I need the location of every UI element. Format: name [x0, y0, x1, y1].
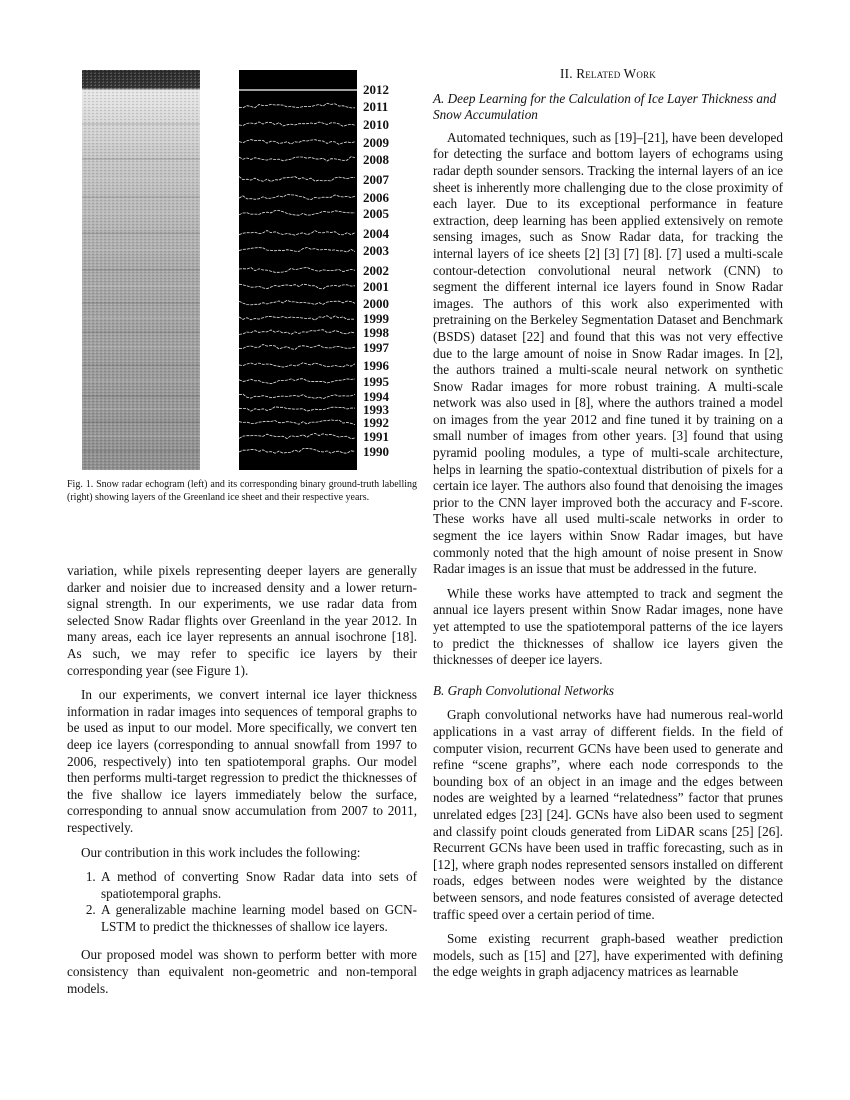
year-label: 1993 — [363, 402, 389, 417]
ground-truth-image — [239, 70, 357, 470]
year-label: 1990 — [363, 444, 389, 459]
caption-text: Snow radar echogram (left) and its corresponding binary ground-truth labelling (right) showing layers of the Greenland ice sheet and their respective years. — [67, 479, 417, 503]
echogram-image — [82, 70, 200, 470]
year-label: 2010 — [363, 117, 389, 132]
year-label: 1991 — [363, 429, 389, 444]
year-label: 1996 — [363, 358, 389, 373]
contribution-list — [67, 869, 417, 935]
subsection-heading-b: B. Graph Convolutional Networks — [433, 682, 614, 698]
section-heading — [433, 66, 783, 83]
year-label: 2002 — [363, 263, 389, 278]
subsection-heading-a: A. Deep Learning for the Calculation of Ice Layer Thickness and Snow Accumulation — [433, 90, 777, 123]
figure-caption — [67, 479, 417, 504]
year-label: 1997 — [363, 340, 389, 355]
paragraph: Our contribution in this work includes the following: — [81, 844, 361, 860]
section-title: Related Work — [576, 66, 656, 81]
paragraph: variation, while pixels representing deeper layers are generally darker and noisier due to increased density and a lower return-signal strength. In our experiments, we use radar data from selected Snow Radar flights over Greenland in the year 2012. In many areas, each ice layer represents an annual isochrone [18]. As such, we may refer to specific ice layers by their corresponding year (see Figure 1). — [67, 563, 417, 678]
year-labels — [363, 70, 413, 470]
year-label: 2000 — [363, 296, 389, 311]
year-label: 2004 — [363, 226, 389, 241]
list-item: 2. A generalizable machine learning model based on GCN-LSTM to predict the thicknesses of shallow ice layers. — [99, 902, 417, 935]
list-item: 1. A method of converting Snow Radar data into sets of spatiotemporal graphs. — [99, 869, 417, 902]
year-label: 2003 — [363, 243, 389, 258]
year-label: 1995 — [363, 374, 389, 389]
year-label: 1998 — [363, 325, 389, 340]
year-label: 1994 — [363, 389, 389, 404]
paragraph: In our experiments, we convert internal ice layer thickness information in radar images into sequences of temporal graphs to be used as input to our model. More specifically, we convert ten deep ice layers (corresponding to annual snowfall from 1997 to 2006, respectively) into ten spatiotemporal graphs. Our model then performs multi-target regression to predict the thicknesses of the five shallow ice layers immediately below the surface, corresponding to annual snow accumulation from 2007 to 2011, respectively. — [67, 687, 417, 835]
year-label: 2011 — [363, 99, 389, 114]
paragraph: Automated techniques, such as [19]–[21], have been developed for detecting the surface and bottom layers of echograms using radar depth sounder sensors. Tracking the internal layers of an ice sheet is inherently more challenging due to the close proximity of each layer. Due to its exceptional performance in feature extraction, deep learning has been applied extensively on remote sensing images, such as Snow Radar data, for tracking the internal layers of ice sheets [2] [3] [7] [8]. [7] used a multi-scale contour-detection convolutional neural network (CNN) to segment the different internal ice layers found in Snow Radar images. The authors of this work also experimented with pretraining on the Berkeley Segmentation Dataset and Benchmark (BSDS) dataset [22] and found that this was not very effective due to the large amount of noise in Snow Radar images. In [2], the authors trained a multi-scale neural network on synthetic Snow Radar images for more robust training. A multi-scale network was also used in [8], where the authors trained a model on images from the year 2012 and fine tuned it by training on a small number of images from other years. [3] found that using pyramid pooling modules, a type of multi-scale architecture, helps in learning the spatio-contextual distribution of pixels for a certain ice layer. The authors also found that denoising the images prior to the CNN layer improved both the accuracy and F-score. These works have all used multi-scale networks in order to segment the ice layers within Snow Radar images, but have commonly noted that the high amount of noise present in Snow Radar images is an issue that must be addressed in the future. — [433, 129, 783, 577]
section-number: II. — [560, 66, 573, 81]
year-label: 2009 — [363, 135, 389, 150]
year-label: 2005 — [363, 206, 389, 221]
right-column — [433, 66, 783, 989]
year-label: 2007 — [363, 172, 389, 187]
year-label: 2006 — [363, 190, 389, 205]
year-label: 2001 — [363, 279, 389, 294]
year-label: 2012 — [363, 82, 389, 97]
year-label: 1999 — [363, 311, 389, 326]
paragraph: Our proposed model was shown to perform better with more consistency than equivalent non-geometric and non-temporal models. — [67, 947, 417, 996]
year-label: 1992 — [363, 415, 389, 430]
paragraph: While these works have attempted to track and segment the annual ice layers present within Snow Radar images, none have yet attempted to use the spatiotemporal patterns of the ice layers to predict the thicknesses of shallow ice layers given the thicknesses of deeper ice layers. — [433, 585, 783, 668]
left-column — [67, 563, 417, 1005]
paragraph: Graph convolutional networks have had numerous real-world applications in a vast array of different fields. In the field of computer vision, recurrent GCNs have been used to generate and refine “scene graphs”, where each node corresponds to the bounding box of an object in an image and the edges between nodes are weighted by a learned “relatedness” factor that prunes unrelated edges [23] [24]. GCNs have also been used to segment and classify point clouds generated from LiDAR scans [25] [26]. Recurrent GCNs have been used in traffic forecasting, such as in [12], where graph nodes represented sensors installed on different roads, edges between nodes were weighted by the distance between sensors, and node features consisted of average detected traffic speed over a certain period of time. — [433, 707, 783, 922]
caption-label: Fig. 1. — [67, 479, 94, 490]
paragraph: Some existing recurrent graph-based weather prediction models, such as [15] and [27], have experimented with defining the edge weights in graph adjacency matrices as learnable — [433, 931, 783, 980]
year-label: 2008 — [363, 152, 389, 167]
